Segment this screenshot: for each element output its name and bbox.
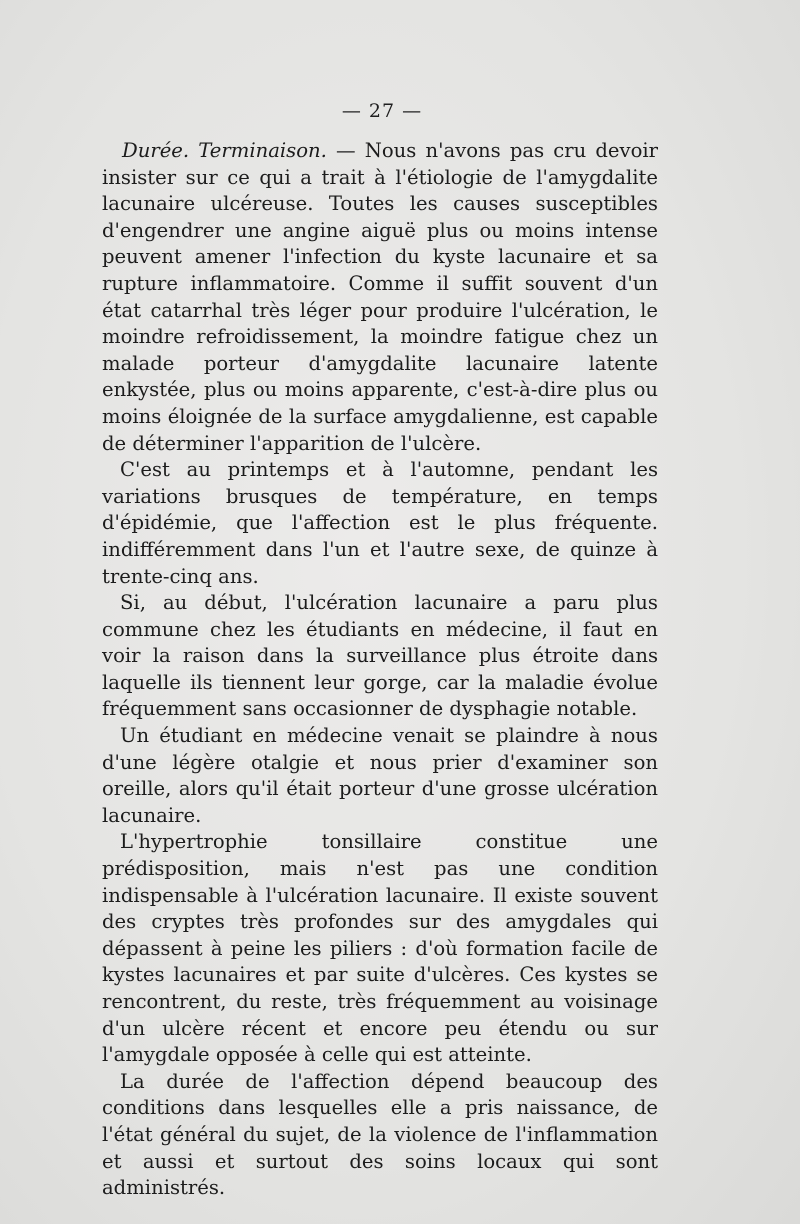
paragraph-4: Un étudiant en médecine venait se plaindre à nous d'une légère otalgie et nous prier d'examiner son oreille, alors qu'il était porteur d'une grosse ulcération lacunaire. bbox=[102, 724, 658, 827]
paragraph-1-text: — Nous n'avons pas cru devoir insister sur ce qui a trait à l'étiologie de l'amygdalite lacunaire ulcéreuse. Toutes les causes susceptibles d'engendrer une angine aiguë plus ou moins intense peuvent amener l'infection du kyste lacunaire et sa rupture inflammatoire. Comme il suffit souvent d'un état catarrhal très léger pour produire l'ulcération, le moindre refroidissement, la moindre fatigue chez un malade porteur d'amygdalite lacunaire latente enkystée, plus ou moins apparente, c'est-à-dire plus ou moins éloignée de la surface amygdalienne, est capable de déterminer l'apparition de l'ulcère. bbox=[102, 139, 658, 455]
paragraph-3: Si, au début, l'ulcération lacunaire a paru plus commune chez les étudiants en médecine, il faut en voir la raison dans la surveillance plus étroite dans laquelle ils tiennent leur gorge, car la maladie évolue fréquemment sans occasionner de dysphagie notable. bbox=[102, 591, 658, 721]
paragraph-6: La durée de l'affection dépend beaucoup des conditions dans lesquelles elle a pris naissance, de l'état général du sujet, de la violence de l'inflammation et aussi et surtout des soins locaux qui sont administrés. bbox=[102, 1069, 658, 1200]
page-number: — 27 — bbox=[341, 100, 423, 122]
body-text bbox=[102, 138, 658, 1202]
paragraph-2: C'est au printemps et à l'automne, pendant les variations brusques de température, en temps d'épidémie, que l'affection est le plus fréquente. indifféremment dans l'un et l'autre sexe, de quinze à trente-cinq ans. bbox=[102, 458, 658, 588]
paragraph-5: L'hypertrophie tonsillaire constitue une prédisposition, mais n'est pas une condition indispensable à l'ulcération lacunaire. Il existe souvent des cryptes très profondes sur des amygdales qui dépassent à peine les piliers : d'où formation facile de kystes lacunaires et par suite d'ulcères. Ces kystes se rencontrent, du reste, très fréquemment au voisinage d'un ulcère récent et encore peu étendu ou sur l'amygdale opposée à celle qui est atteinte. bbox=[102, 830, 658, 1067]
paragraph-1 bbox=[102, 138, 658, 457]
section-heading: Durée. Terminaison. bbox=[122, 139, 327, 162]
